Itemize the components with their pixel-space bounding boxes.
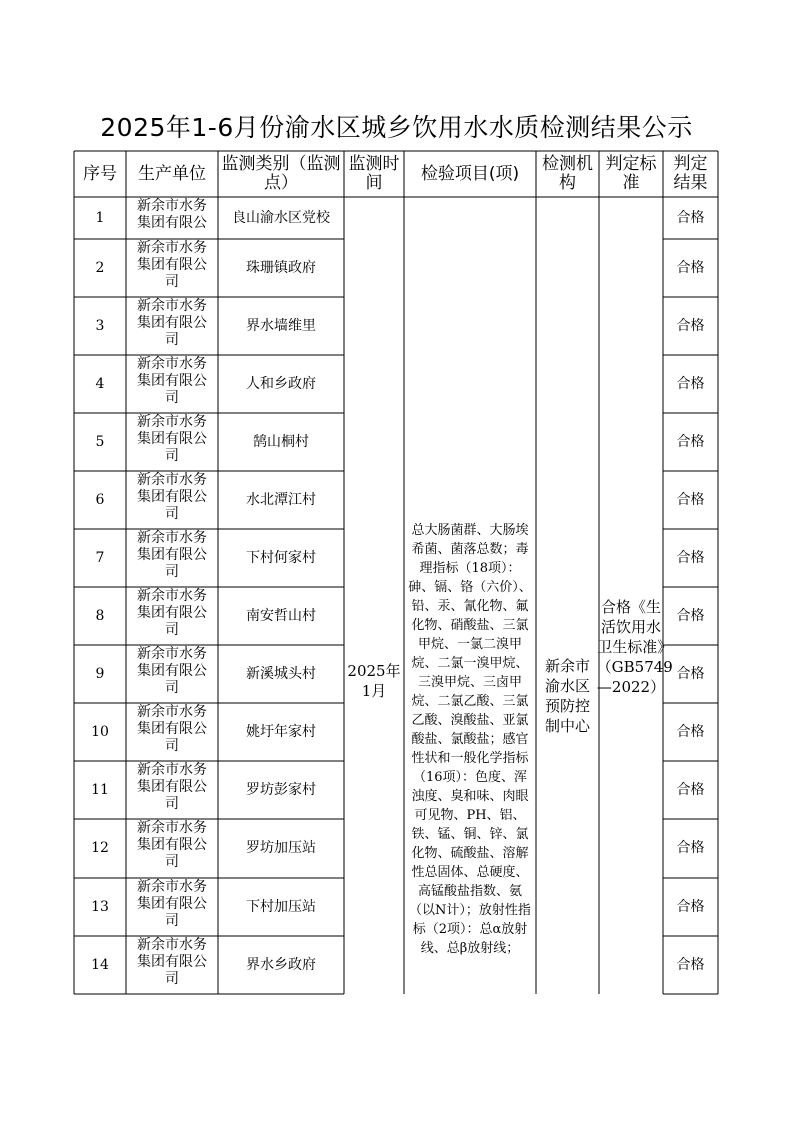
header-unit: 生产单位 (138, 163, 206, 184)
row-unit: 新余市水务集团有限公司 (137, 646, 207, 696)
row-seq: 1 (95, 209, 105, 226)
row-point: 水北潭江村 (246, 491, 316, 508)
header-time: 监测时间 (348, 154, 400, 193)
row-result: 合格 (676, 781, 705, 798)
row-unit: 新余市水务集团有限公司 (137, 472, 207, 522)
header-result: 判定结果 (673, 154, 708, 193)
row-result: 合格 (676, 209, 705, 226)
row-result: 合格 (676, 491, 705, 508)
row-result: 合格 (676, 433, 705, 450)
row-seq: 5 (95, 433, 105, 450)
row-point: 姚圩年家村 (246, 723, 316, 740)
row-point: 界水乡政府 (246, 956, 316, 973)
row-unit: 新余市水务集团有限公司 (137, 762, 207, 812)
page-title: 2025年1-6月份渝水区城乡饮用水水质检测结果公示 (100, 113, 693, 142)
row-result: 合格 (676, 375, 705, 392)
row-result: 合格 (676, 840, 705, 856)
row-seq: 9 (95, 665, 105, 682)
row-result: 合格 (676, 723, 705, 740)
row-point: 人和乡政府 (246, 375, 316, 392)
row-seq: 4 (95, 375, 105, 392)
row-unit: 新余市水务集团有限公司 (137, 937, 207, 987)
row-unit: 新余市水务集团有限公司 (137, 298, 207, 348)
header-standard: 判定标准 (605, 154, 657, 193)
merged-org: 新余市渝水区预防控制中心 (544, 656, 590, 735)
row-seq: 11 (91, 781, 109, 798)
row-point: 下村加压站 (246, 898, 316, 915)
row-result: 合格 (676, 607, 705, 624)
row-unit: 新余市水务集团有限公司 (137, 414, 207, 464)
row-result: 合格 (676, 259, 705, 276)
row-unit: 新余市水务集团有限公司 (137, 530, 207, 580)
row-unit: 新余市水务集团有限公司 (137, 588, 207, 638)
row-seq: 13 (91, 898, 109, 915)
row-seq: 12 (91, 840, 109, 856)
row-unit: 新余市水务集团有限公司 (137, 240, 207, 290)
row-unit: 新余市水务集团有限公司 (137, 879, 207, 929)
merged-standard: 合格《生活饮用水卫生标准》（GB5749—2022） (596, 597, 673, 696)
row-result: 合格 (676, 317, 705, 334)
row-seq: 6 (95, 491, 105, 508)
row-point: 珠珊镇政府 (246, 259, 316, 276)
header-category: 监测类别（监测点） (221, 154, 341, 193)
row-unit: 新余市水务集团有限公司 (137, 820, 207, 870)
row-point: 界水墙维里 (246, 317, 316, 334)
row-seq: 8 (95, 607, 105, 624)
merged-time: 2025年1月 (347, 661, 401, 700)
row-result: 合格 (676, 898, 705, 915)
header-seq: 序号 (83, 163, 117, 184)
row-point: 罗坊加压站 (246, 840, 316, 856)
row-point: 鹄山桐村 (253, 433, 309, 450)
row-seq: 7 (95, 549, 105, 566)
row-seq: 3 (95, 317, 105, 334)
row-point: 下村何家村 (246, 549, 316, 566)
row-seq: 2 (95, 259, 105, 276)
row-unit: 新余市水务集团有限公 (137, 198, 207, 231)
row-result: 合格 (676, 956, 705, 973)
row-result: 合格 (676, 665, 705, 682)
header-items: 检验项目(项) (420, 163, 520, 184)
row-point: 罗坊彭家村 (246, 781, 316, 798)
row-seq: 14 (91, 956, 109, 973)
row-seq: 10 (91, 723, 109, 740)
row-point: 南安哲山村 (246, 607, 316, 624)
row-unit: 新余市水务集团有限公司 (137, 356, 207, 406)
row-point: 良山渝水区党校 (232, 209, 330, 226)
merged-items: 总大肠菌群、大肠埃希菌、菌落总数；毒理指标（18项）：砷、镉、铬（六价）、铅、汞、氰化物、氟化物、硝酸盐、三氯甲烷、一氯二溴甲烷、二氯一溴甲烷、三溴甲烷、三卤甲烷、二氯乙酸、三氯乙酸、溴酸盐、亚氯酸盐、氯酸盐；感官性状和一般化学指标（16项）：色度、浑浊度、臭和味、肉眼可见物、PH、铝、铁、锰、铜、锌、氯化物、硫酸盐、溶解性总固体、总硬度、高锰酸盐指数、氨（以N计）；放射性指标（2项）：总α放射线、总β放射线； (408, 523, 532, 956)
row-unit: 新余市水务集团有限公司 (137, 704, 207, 754)
row-point: 新溪城头村 (246, 665, 316, 682)
header-org: 检测机构 (542, 154, 593, 193)
row-result: 合格 (676, 549, 705, 566)
